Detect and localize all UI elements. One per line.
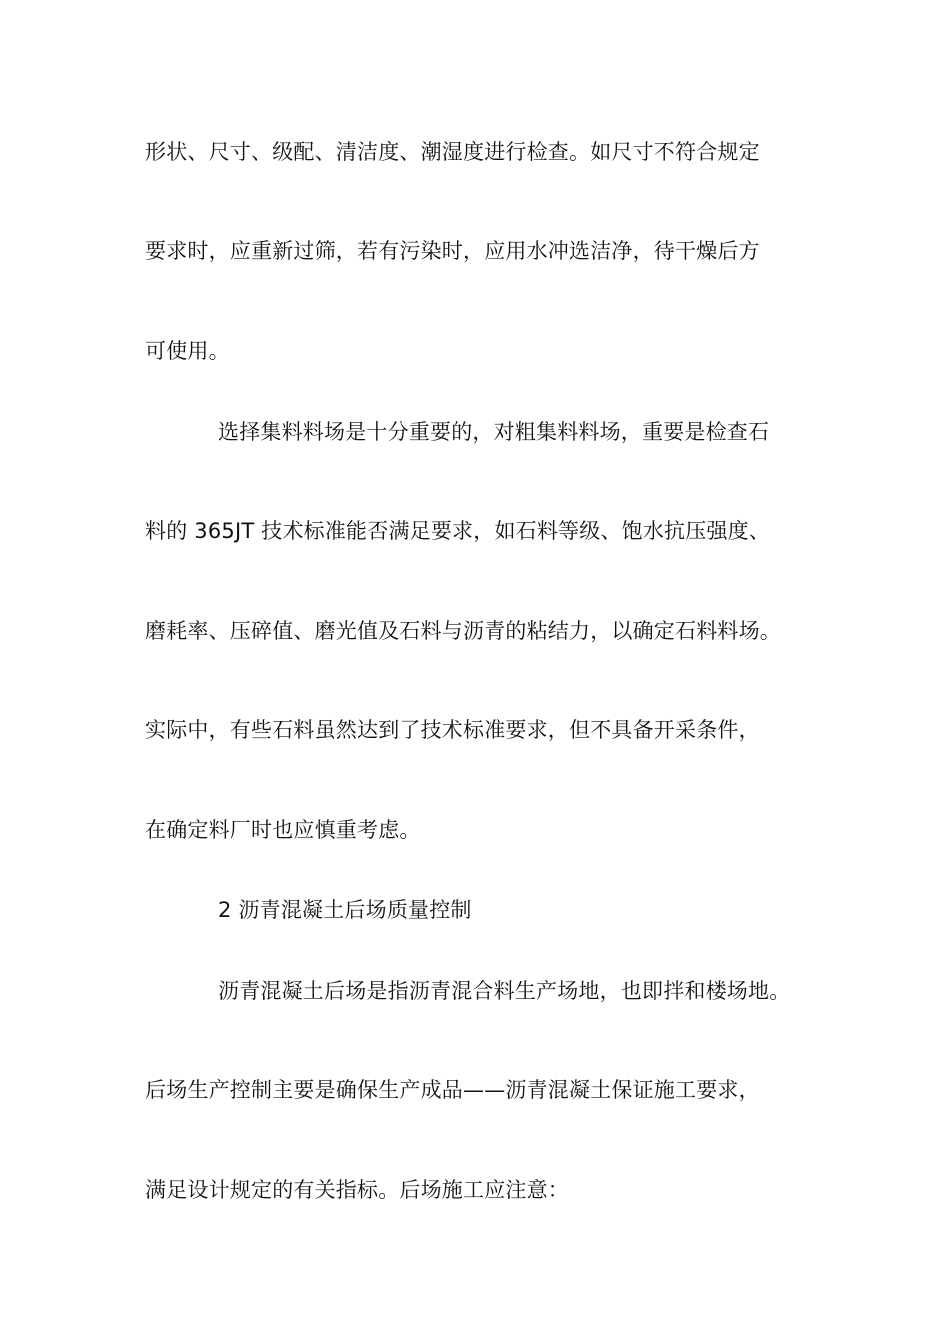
text-line-8: 在确定料厂时也应慎重考虑。 bbox=[145, 818, 421, 842]
text-line-7: 实际中，有些石料虽然达到了技术标准要求，但不具备开采条件， bbox=[145, 718, 760, 742]
text-line-4: 选择集料料场是十分重要的，对粗集料料场，重要是检查石 bbox=[218, 420, 770, 444]
text-line-3: 可使用。 bbox=[145, 339, 230, 363]
text-line-2: 要求时，应重新过筛，若有污染时，应用水冲选洁净，待干燥后方 bbox=[145, 239, 760, 263]
section-heading: 2 沥青混凝土后场质量控制 bbox=[218, 898, 472, 922]
text-line-12: 满足设计规定的有关指标。后场施工应注意： bbox=[145, 1178, 569, 1202]
text-line-5: 料的 365JT 技术标准能否满足要求，如石料等级、饱水抗压强度、 bbox=[145, 519, 771, 543]
text-line-11: 后场生产控制主要是确保生产成品——沥青混凝土保证施工要求， bbox=[145, 1078, 760, 1102]
text-line-10: 沥青混凝土后场是指沥青混合料生产场地，也即拌和楼场地。 bbox=[218, 979, 791, 1003]
text-line-1: 形状、尺寸、级配、清洁度、潮湿度进行检查。如尺寸不符合规定 bbox=[145, 140, 760, 164]
text-line-6: 磨耗率、压碎值、磨光值及石料与沥青的粘结力，以确定石料料场。 bbox=[145, 619, 781, 643]
